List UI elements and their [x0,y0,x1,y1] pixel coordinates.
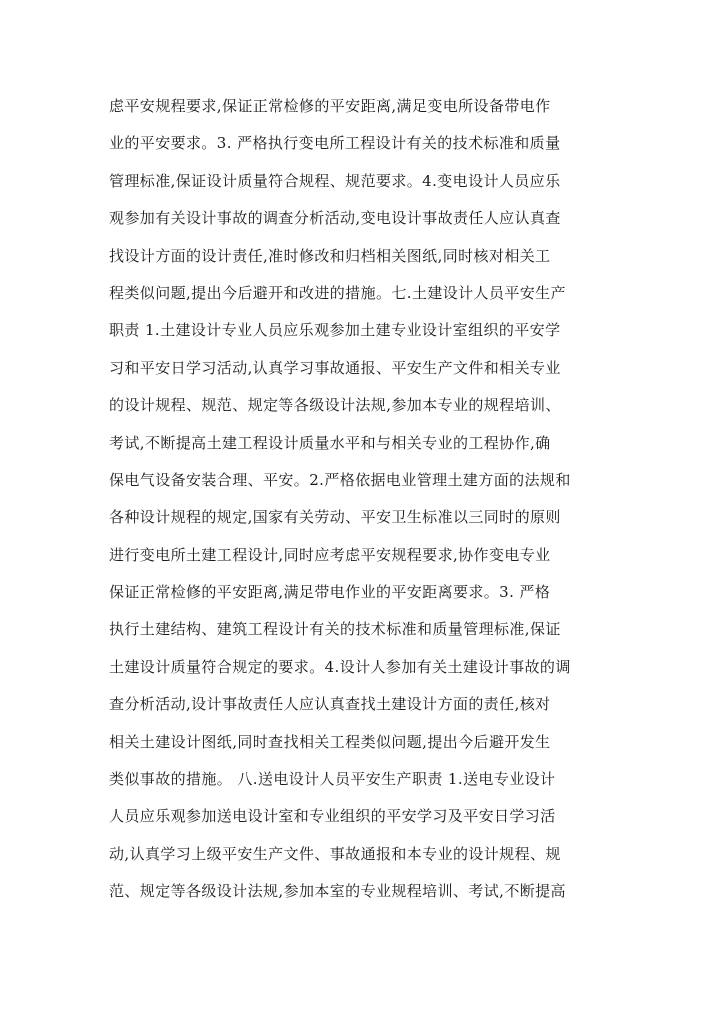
body-text [109,88,609,911]
text-line: 业的平安要求。3. 严格执行变电所工程设计有关的技术标准和质量 [109,134,561,153]
text-line: 保证正常检修的平安距离,满足带电作业的平安距离要求。3. 严格 [109,583,551,602]
text-line: 土建设计质量符合规定的要求。4.设计人参加有关土建设计事故的调 [109,657,571,676]
text-line: 程类似问题,提出今后避开和改进的措施。七.土建设计人员平安生产 [109,283,566,302]
text-line: 习和平安日学习活动,认真学习事故通报、平安生产文件和相关专业 [109,358,561,377]
text-line: 保电气设备安装合理、平安。2.严格依据电业管理土建方面的法规和 [109,470,571,489]
text-line: 的设计规程、规范、规定等各级设计法规,参加本专业的规程培训、 [109,396,561,415]
text-line: 动,认真学习上级平安生产文件、事故通报和本专业的设计规程、规 [109,844,561,863]
text-line: 虑平安规程要求,保证正常检修的平安距离,满足变电所设备带电作 [109,97,551,115]
text-line: 执行土建结构、建筑工程设计有关的技术标准和质量管理标准,保证 [109,620,561,639]
text-line: 观参加有关设计事故的调查分析活动,变电设计事故责任人应认真查 [109,209,561,228]
text-line: 考试,不断提高土建工程设计质量水平和与相关专业的工程协作,确 [109,433,551,452]
text-line: 查分析活动,设计事故责任人应认真查找土建设计方面的责任,核对 [109,695,551,714]
text-line: 范、规定等各级设计法规,参加本室的专业规程培训、考试,不断提高 [109,882,566,901]
text-line: 职责 1.土建设计专业人员应乐观参加土建专业设计室组织的平安学 [109,321,561,340]
text-line: 人员应乐观参加送电设计室和专业组织的平安学习及平安日学习活 [109,807,556,826]
text-line: 管理标准,保证设计质量符合规程、规范要求。4.变电设计人员应乐 [109,171,561,190]
text-line: 找设计方面的设计责任,准时修改和归档相关图纸,同时核对相关工 [109,246,551,265]
text-line: 进行变电所土建工程设计,同时应考虑平安规程要求,协作变电专业 [109,545,551,564]
text-line: 各种设计规程的规定,国家有关劳动、平安卫生标准以三同时的原则 [109,508,561,527]
text-line: 相关土建设计图纸,同时查找相关工程类似问题,提出今后避开发生 [109,732,551,751]
text-line: 类似事故的措施。 八.送电设计人员平安生产职责 1.送电专业设计 [109,770,556,789]
